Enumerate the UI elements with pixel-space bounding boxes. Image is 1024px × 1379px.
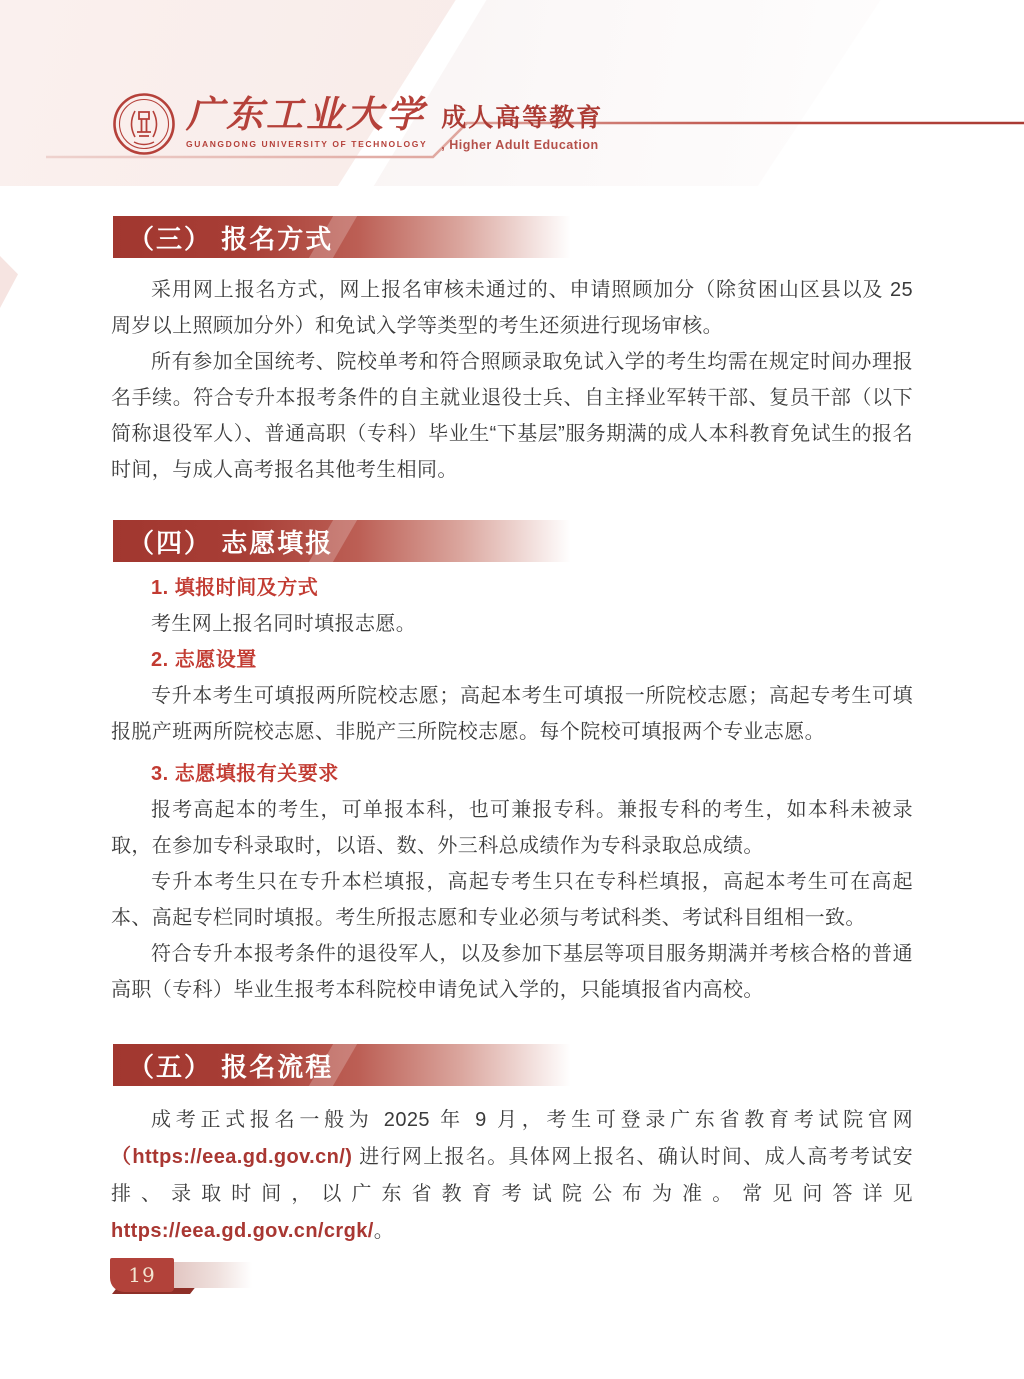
sub-heading-3: 3. 志愿填报有关要求 xyxy=(151,763,339,785)
university-name: 广东工业大学 xyxy=(186,92,426,136)
paragraph-s5-1 xyxy=(111,1102,913,1250)
program-name-en: , Higher Adult Education xyxy=(441,138,599,152)
program-name: 成人高等教育 xyxy=(441,104,604,132)
section-heading-3-title: （三） 报名方式 xyxy=(128,223,334,254)
paragraph-s3-1: 采用网上报名方式，网上报名审核未通过的、申请照顾加分（除贫困山区县以及 25 周岁以上照顾加分外）和免试入学等类型的考生还须进行现场审核。 xyxy=(111,279,913,337)
sub-heading-2: 2. 志愿设置 xyxy=(151,649,257,671)
section-heading-3 xyxy=(113,216,585,258)
url-link-crgk[interactable]: https://eea.gd.gov.cn/crgk/ xyxy=(111,1220,374,1242)
paragraph-s4-sub3-2: 专升本考生只在专升本栏填报，高起专考生只在专科栏填报，高起本考生可在高起本、高起专栏同时填报。考生所报志愿和专业必须与考试科类、考试科目组相一致。 xyxy=(111,871,913,929)
s5-text-mid: 进行网上报名。具体网上报名、确认时间、成人高考考试安排、录取时间，以广东省教育考试院公布为准。常见问答详见 xyxy=(111,1146,913,1205)
university-name-en: GUANGDONG UNIVERSITY OF TECHNOLOGY xyxy=(186,139,428,149)
page-number-tab xyxy=(110,1258,174,1292)
s5-text-end: 。 xyxy=(373,1220,395,1242)
footer-decorative-strip xyxy=(174,1262,252,1288)
paragraph-s4-sub3-3: 符合专升本报考条件的退役军人，以及参加下基层等项目服务期满并考核合格的普通高职（专科）毕业生报考本科院校申请免试入学的，只能填报省内高校。 xyxy=(111,943,913,1001)
university-seal-icon xyxy=(112,92,176,156)
section-heading-4 xyxy=(113,520,585,562)
main-content xyxy=(0,186,1024,1250)
section-4-body xyxy=(111,570,913,1008)
paragraph-s4-sub3-1: 报考高起本的考生，可单报本科，也可兼报专科。兼报专科的考生，如本科未被录取，在参加专科录取时，以语、数、外三科总成绩作为专科录取总成绩。 xyxy=(111,799,913,857)
paragraph-s4-sub1: 考生网上报名同时填报志愿。 xyxy=(151,613,417,635)
page-footer xyxy=(0,1250,1024,1310)
section-heading-5 xyxy=(113,1044,585,1086)
url-link-eea[interactable]: （https://eea.gd.gov.cn/) xyxy=(111,1146,353,1168)
program-name-block xyxy=(441,98,603,152)
s5-text-before: 成考正式报名一般为 2025 年 9 月，考生可登录广东省教育考试院官网 xyxy=(151,1109,913,1131)
section-heading-5-title: （五） 报名流程 xyxy=(128,1051,334,1082)
paragraph-s3-2: 所有参加全国统考、院校单考和符合照顾录取免试入学的考生均需在规定时间办理报名手续。符合专升本报考条件的自主就业退役士兵、自主择业军转干部、复员干部（以下简称退役军人）、普通高职（专科）毕业生“下基层”服务期满的成人本科教育免试生的报名时间，与成人高考报名其他考生相同。 xyxy=(111,351,913,481)
university-name-block xyxy=(186,94,427,149)
university-logo xyxy=(112,92,603,156)
page-number: 19 xyxy=(128,1263,156,1287)
sub-heading-1: 1. 填报时间及方式 xyxy=(151,577,319,599)
section-heading-4-title: （四） 志愿填报 xyxy=(128,527,334,558)
paragraph-s4-sub2: 专升本考生可填报两所院校志愿；高起本考生可填报一所院校志愿；高起专考生可填报脱产班两所院校志愿、非脱产三所院校志愿。每个院校可填报两个专业志愿。 xyxy=(111,685,913,743)
